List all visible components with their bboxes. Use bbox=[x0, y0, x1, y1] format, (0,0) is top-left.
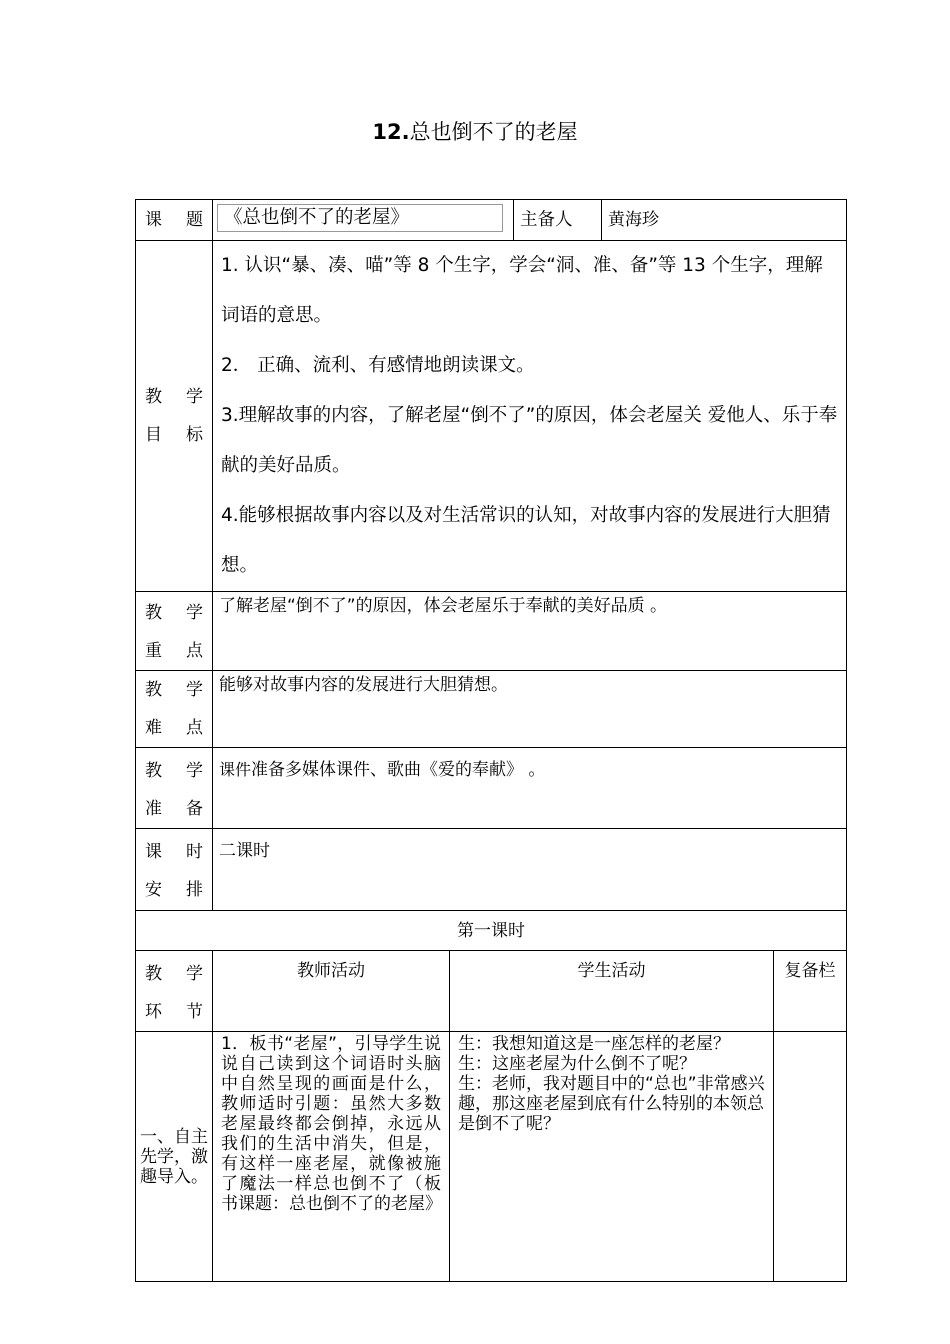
difficulties-row bbox=[136, 671, 847, 748]
objective-item-2: 2． 正确、流利、有感情地朗读课文。 bbox=[221, 355, 535, 376]
topic-row bbox=[136, 200, 847, 241]
objective-item-4: 4.能够根据故事内容以及对生活常识的认知，对故事内容的发展进行大胆猜想。 bbox=[221, 505, 831, 576]
key-points-value: 了解老屋“倒不了”的原因，体会老屋乐于奉献的美好品质 。 bbox=[213, 592, 847, 671]
preparation-label: 教 学 准 备 bbox=[136, 748, 213, 829]
objectives-row bbox=[136, 241, 847, 592]
lesson1-stage1-row bbox=[136, 1032, 847, 1282]
preparer-label: 主备人 bbox=[514, 200, 602, 241]
schedule-row bbox=[136, 829, 847, 911]
preparer-name: 黄海珍 bbox=[602, 200, 847, 241]
objectives-label-line2: 目 标 bbox=[145, 425, 203, 445]
page-title bbox=[0, 116, 950, 146]
lesson1-heading-row bbox=[136, 911, 847, 951]
difficulties-label: 教 学 难 点 bbox=[136, 671, 213, 748]
student-column-header: 学生活动 bbox=[450, 951, 774, 1032]
preparation-row bbox=[136, 748, 847, 829]
difficulties-value: 能够对故事内容的发展进行大胆猜想。 bbox=[213, 671, 847, 748]
stage1-label: 一、自主先学，激趣导入。 bbox=[136, 1032, 213, 1282]
student-response-2: 生：这座老屋为什么倒不了呢？ bbox=[458, 1054, 696, 1074]
lesson1-column-header-row bbox=[136, 951, 847, 1032]
preparation-value-cell bbox=[213, 748, 847, 829]
teacher-column-header: 教师活动 bbox=[213, 951, 450, 1032]
objective-item-3: 3.理解故事的内容，了解老屋“倒不了”的原因，体会老屋关 爱他人、乐于奉献的美好品质。 bbox=[221, 405, 838, 476]
schedule-value: 二课时 bbox=[213, 829, 847, 911]
objective-item-1: 1. 认识“暴、凑、喵”等 8 个生字，学会“洞、准、备”等 13 个生字，理解词语的意思。 bbox=[221, 255, 823, 326]
title-text: 总也倒不了的老屋 bbox=[409, 120, 578, 144]
student-response-1: 生：我想知道这是一座怎样的老屋？ bbox=[458, 1034, 730, 1054]
key-points-label: 教 学 重 点 bbox=[136, 592, 213, 671]
objectives-content bbox=[213, 241, 847, 592]
key-points-row bbox=[136, 592, 847, 671]
review-column-header: 复备栏 bbox=[774, 951, 847, 1032]
preparation-prefix: 课件 bbox=[219, 760, 252, 779]
student-response-3: 生：老师，我对题目中的“总也”非常感兴趣，那这座老屋到底有什么特别的本领总是倒不了呢？ bbox=[458, 1074, 765, 1134]
stage1-student-activity bbox=[450, 1032, 774, 1282]
lesson1-heading: 第一课时 bbox=[136, 911, 847, 951]
stage1-teacher-activity: 1．板书“老屋”，引导学生说说自己读到这个词语时头脑中自然呈现的画面是什么，教师适时引题：虽然大多数老屋最终都会倒掉，永远从我们的生活中消失，但是，有这样一座老屋，就像被施了魔法一样总也倒不了（板书课题：总也倒不了的老屋》 bbox=[213, 1032, 450, 1282]
schedule-label: 课 时 安 排 bbox=[136, 829, 213, 911]
topic-label: 课题 bbox=[136, 200, 213, 241]
lesson-plan-table bbox=[135, 199, 847, 1282]
topic-value-cell bbox=[213, 200, 514, 241]
objectives-label bbox=[136, 241, 213, 592]
objectives-label-line1: 教 学 bbox=[145, 387, 203, 407]
stage1-review-cell bbox=[774, 1032, 847, 1282]
stage-column-header: 教 学 环 节 bbox=[136, 951, 213, 1032]
preparation-value: 准备多媒体课件、歌曲《爱的奉献》 。 bbox=[251, 760, 546, 780]
title-number: 12. bbox=[372, 120, 410, 144]
topic-value: 《总也倒不了的老屋》 bbox=[217, 204, 503, 232]
